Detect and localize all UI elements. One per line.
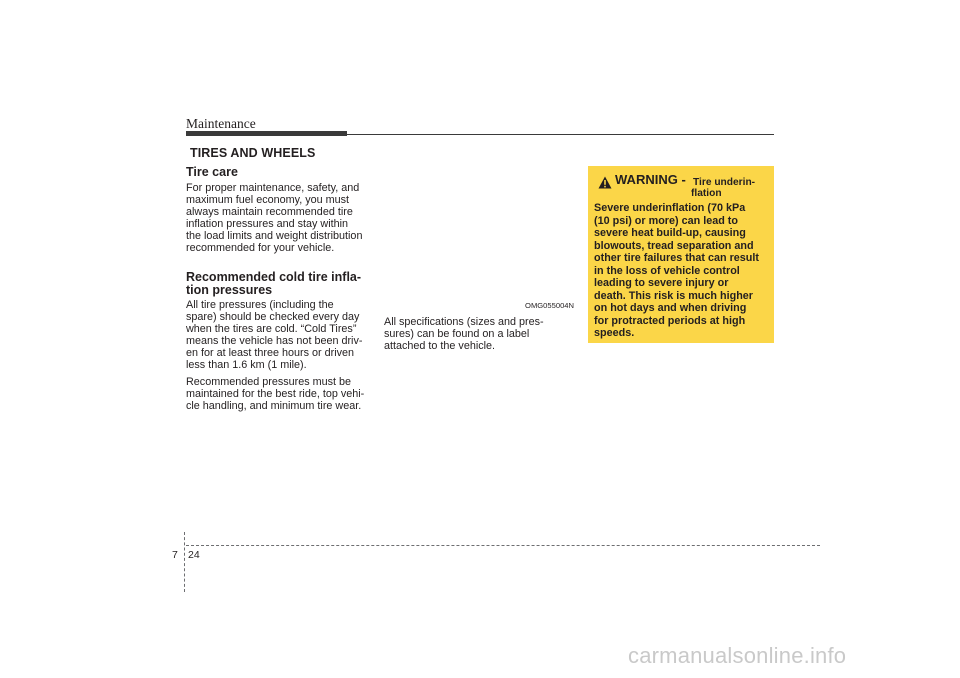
- figure-code: OMG055004N: [525, 301, 574, 310]
- chapter-number: 7: [172, 549, 178, 561]
- warning-body: [594, 202, 769, 340]
- header-rule: [347, 134, 774, 135]
- text-line: Recommended pressures must be: [186, 376, 352, 388]
- watermark-text: carmanualsonline.info: [628, 643, 847, 668]
- text-line: attached to the vehicle.: [384, 340, 496, 353]
- text-line: the load limits and weight distribution: [186, 230, 363, 243]
- text-line: death. This risk is much higher: [594, 289, 753, 302]
- text-line: (10 psi) or more) can lead to: [594, 214, 738, 227]
- heading-line: tion pressures: [186, 283, 273, 297]
- text-line: maximum fuel economy, you must: [186, 194, 350, 207]
- text-line: en for at least three hours or driven: [186, 347, 355, 360]
- text-line: in the loss of vehicle control: [594, 264, 740, 277]
- heading-line: Recommended cold tire infla-: [186, 270, 362, 284]
- text-line: inflation pressures and stay within: [186, 218, 349, 231]
- section-title: Maintenance: [186, 116, 256, 131]
- text-line: For proper maintenance, safety, and: [186, 182, 360, 194]
- text-line: severe heat build-up, causing: [594, 227, 746, 239]
- text-line: leading to severe injury or: [594, 277, 729, 289]
- header-bar: [186, 131, 347, 136]
- text-line: sures) can be found on a label: [384, 328, 530, 341]
- text-line: always maintain recommended tire: [186, 206, 353, 219]
- text-line: speeds.: [594, 327, 635, 339]
- text-line: recommended for your vehicle.: [186, 242, 335, 255]
- text-line: spare) should be checked every day: [186, 311, 360, 324]
- text-line: when the tires are cold. “Cold Tires”: [186, 323, 357, 336]
- cold-pressure-paragraph-2: [186, 376, 372, 412]
- warning-subject-cont: flation: [691, 188, 722, 199]
- warning-subject: Tire underin-: [693, 177, 756, 188]
- warning-triangle-icon: [598, 176, 612, 189]
- tire-care-heading: Tire care: [186, 165, 238, 179]
- cold-pressure-paragraph-1: [186, 299, 372, 372]
- cold-pressure-heading: [186, 271, 361, 297]
- text-line: All specifications (sizes and pres-: [384, 316, 544, 328]
- text-line: for protracted periods at high: [594, 314, 746, 327]
- text-line: less than 1.6 km (1 mile).: [186, 359, 307, 372]
- text-line: other tire failures that can result: [594, 252, 759, 264]
- text-line: maintained for the best ride, top vehi-: [186, 388, 365, 401]
- specs-paragraph: [384, 316, 574, 352]
- text-line: Severe underinflation (70 kPa: [594, 202, 746, 214]
- text-line: means the vehicle has not been driv-: [186, 335, 363, 348]
- tire-label-figure: [384, 160, 574, 298]
- text-line: cle handling, and minimum tire wear.: [186, 400, 362, 413]
- text-line: on hot days and when driving: [594, 302, 747, 314]
- footer-divider: [186, 545, 820, 546]
- text-line: All tire pressures (including the: [186, 299, 334, 311]
- footer-vertical-divider: [184, 532, 185, 592]
- main-heading: TIRES AND WHEELS: [190, 146, 316, 160]
- warning-label: WARNING -: [615, 172, 686, 187]
- page-number: 24: [188, 549, 200, 561]
- tire-care-paragraph: [186, 182, 372, 255]
- text-line: blowouts, tread separation and: [594, 239, 754, 252]
